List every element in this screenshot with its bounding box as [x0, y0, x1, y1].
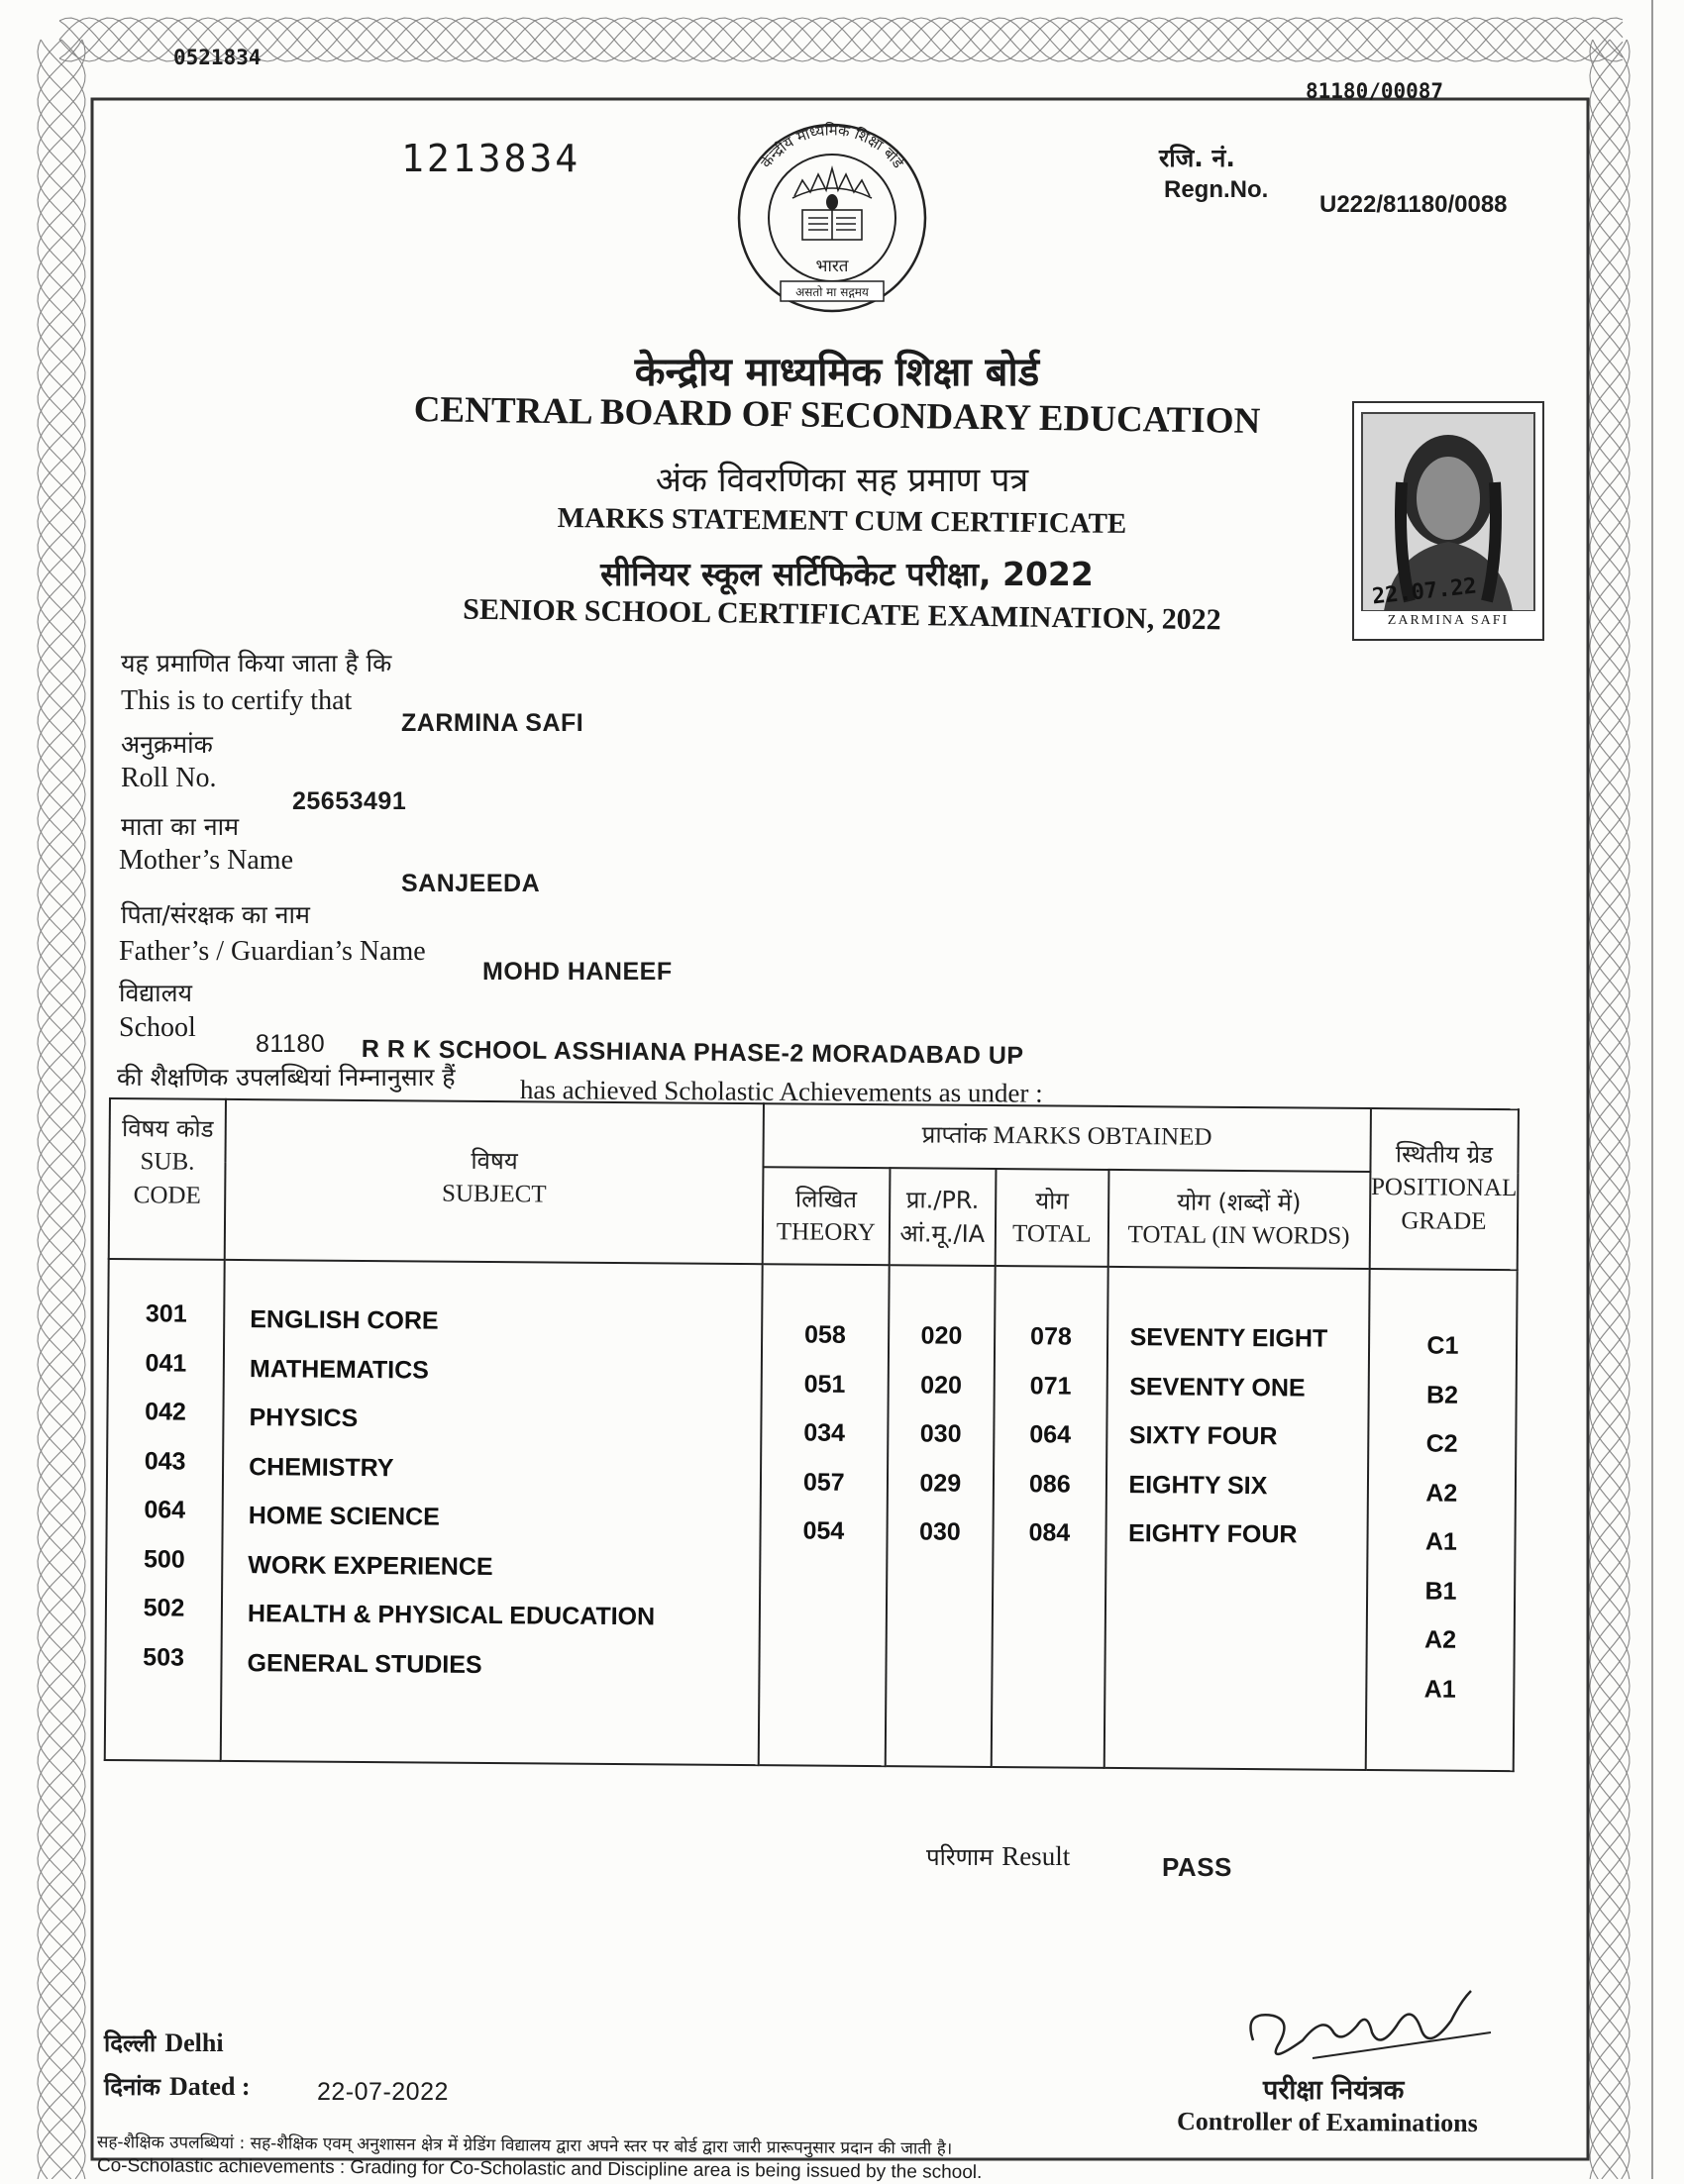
regn-label-hi: रजि. नं. — [1159, 144, 1235, 172]
subject-name: HEALTH & PHYSICAL EDUCATION — [247, 1600, 656, 1631]
certify-label: This is to certify that — [121, 685, 353, 716]
marks-table — [104, 1097, 1520, 1772]
total-in-words: EIGHTY FOUR — [1127, 1519, 1298, 1549]
subject-name: HOME SCIENCE — [248, 1502, 440, 1531]
col-header-subject: विषय SUBJECT — [225, 1099, 764, 1264]
dated-hi: दिनांक — [104, 2073, 160, 2101]
theory-cell — [759, 1264, 889, 1766]
col-header-total: योग TOTAL — [996, 1169, 1108, 1267]
positional-grade: C2 — [1425, 1429, 1458, 1458]
board-name-hindi: केन्द्रीय माध्यमिक शिक्षा बोर्ड — [634, 350, 1040, 395]
practical-marks: 030 — [918, 1517, 961, 1546]
total-in-words: SEVENTY ONE — [1129, 1372, 1306, 1402]
subject-name: MATHEMATICS — [249, 1354, 430, 1385]
father-label-hi: पिता/संरक्षक का नाम — [121, 900, 310, 929]
positional-grade: A1 — [1423, 1674, 1456, 1704]
subject-code: 042 — [145, 1398, 187, 1426]
theory-marks: 034 — [803, 1418, 846, 1447]
total-marks: 084 — [1028, 1518, 1071, 1547]
practical-marks: 030 — [919, 1419, 962, 1448]
document-type-hindi: अंक विवरणिका सह प्रमाण पत्र — [655, 461, 1029, 500]
subject-name: GENERAL STUDIES — [247, 1648, 482, 1679]
theory-marks: 054 — [802, 1516, 845, 1545]
serial-number-left: 0521834 — [173, 46, 262, 69]
subject-name: WORK EXPERIENCE — [248, 1550, 493, 1581]
practical-marks: 020 — [920, 1321, 963, 1350]
subjects-cell — [221, 1260, 763, 1765]
document-type: MARKS STATEMENT CUM CERTIFICATE — [557, 501, 1127, 541]
school-name: R R K SCHOOL ASSHIANA PHASE-2 MORADABAD UP — [361, 1035, 1024, 1071]
roll-label-hi: अनुक्रमांक — [121, 730, 213, 759]
subject-code: 500 — [143, 1544, 185, 1574]
positional-grade: B1 — [1424, 1576, 1457, 1606]
positional-grade: A1 — [1424, 1527, 1457, 1556]
school-label-hi: विद्यालय — [119, 979, 193, 1007]
subject-code: 064 — [144, 1496, 186, 1524]
regn-label: Regn.No. — [1164, 176, 1269, 203]
exam-name: SENIOR SCHOOL CERTIFICATE EXAMINATION, 2022 — [463, 592, 1221, 637]
total-in-words: SIXTY FOUR — [1128, 1421, 1278, 1451]
practical-marks: 020 — [920, 1370, 963, 1400]
col-header-marks: प्राप्तांक MARKS OBTAINED — [764, 1103, 1371, 1172]
theory-marks: 057 — [802, 1468, 845, 1497]
total-marks: 086 — [1028, 1469, 1071, 1499]
roll-label: Roll No. — [121, 763, 217, 793]
result-label — [926, 1840, 1070, 1873]
svg-text:भारत: भारत — [815, 257, 849, 276]
board-name: CENTRAL BOARD OF SECONDARY EDUCATION — [413, 389, 1261, 442]
serial-number-right: 81180/00087 — [1306, 79, 1444, 103]
co-scholastic-note: Co-Scholastic achievements : Grading for Co-Scholastic and Discipline area is being issued by the school. — [96, 2155, 983, 2184]
total-in-words: EIGHTY SIX — [1128, 1470, 1268, 1500]
dated-en: Dated : — [169, 2072, 251, 2101]
col-header-total-words: योग (शब्दों में) TOTAL (IN WORDS) — [1107, 1170, 1370, 1269]
photo-stamp: 22.07.22 — [1370, 573, 1478, 610]
co-scholastic-note-hi: सह-शैक्षिक उपलब्धियां : सह-शैक्षिक एवम् अनुशासन क्षेत्र में ग्रेडिंग विद्यालय द्वारा अपने स्तर पर बोर्ड द्वारा जारी प्रारूपनुसार प्रदान की जाती है। — [96, 2132, 953, 2159]
mother-name: SANJEEDA — [401, 870, 541, 897]
subject-name: ENGLISH CORE — [250, 1305, 439, 1335]
total-cell — [992, 1266, 1107, 1768]
col-header-code: विषय कोड SUB. CODE — [109, 1098, 226, 1260]
subject-code: 503 — [143, 1642, 185, 1672]
total-in-words: SEVENTY EIGHT — [1129, 1323, 1328, 1353]
practical-marks: 029 — [919, 1468, 962, 1498]
grades-cell — [1365, 1269, 1517, 1771]
father-label: Father’s / Guardian’s Name — [119, 936, 426, 967]
controller-signature-icon — [1223, 1971, 1521, 2080]
cbse-emblem-icon — [733, 119, 931, 317]
subject-name: CHEMISTRY — [249, 1452, 394, 1482]
achieved-label: has achieved Scholastic Achievements as under : — [519, 1075, 1043, 1108]
subject-name: PHYSICS — [249, 1404, 359, 1432]
mother-label-hi: माता का नाम — [121, 812, 240, 841]
school-label: School — [119, 1012, 196, 1043]
result-label-en: Result — [1001, 1841, 1071, 1871]
mother-label: Mother’s Name — [119, 845, 293, 876]
regn-number: U222/81180/0088 — [1319, 191, 1508, 218]
col-header-theory: लिखित THEORY — [763, 1167, 890, 1265]
controller-title-hi: परीक्षा नियंत्रक — [1263, 2075, 1405, 2106]
practical-cell — [885, 1265, 996, 1767]
col-header-grade: स्थितीय ग्रेड POSITIONAL GRADE — [1369, 1108, 1519, 1270]
result-value: PASS — [1162, 1852, 1232, 1882]
student-photo — [1352, 401, 1544, 641]
issue-date: 22-07-2022 — [317, 2078, 449, 2106]
photo-caption: ZARMINA SAFI — [1387, 613, 1510, 628]
codes-cell — [105, 1259, 225, 1761]
place-label — [104, 2027, 224, 2059]
col-header-practical: प्रा./PR. आं.मू./IA — [889, 1168, 996, 1266]
positional-grade: A2 — [1424, 1625, 1457, 1654]
place-hi: दिल्ली — [104, 2029, 157, 2057]
controller-title: Controller of Examinations — [1176, 2106, 1478, 2138]
total-marks: 078 — [1030, 1322, 1072, 1351]
positional-grade: A2 — [1425, 1478, 1458, 1508]
words-cell — [1104, 1267, 1369, 1770]
positional-grade: B2 — [1425, 1380, 1459, 1409]
subject-code: 301 — [145, 1300, 187, 1328]
positional-grade: C1 — [1426, 1331, 1459, 1360]
result-label-hi: परिणाम — [926, 1843, 994, 1871]
place-en: Delhi — [164, 2028, 224, 2057]
exam-name-hindi: सीनियर स्कूल सर्टिफिकेट परीक्षा, 2022 — [600, 555, 1094, 593]
achieved-label-hi: की शैक्षणिक उपलब्धियां निम्नानुसार हैं — [117, 1063, 456, 1092]
subject-code: 502 — [143, 1594, 185, 1622]
total-marks: 071 — [1029, 1371, 1072, 1401]
certificate-number: 1213834 — [401, 137, 581, 180]
dated-label — [104, 2070, 251, 2103]
student-name: ZARMINA SAFI — [401, 709, 584, 737]
theory-marks: 058 — [803, 1320, 846, 1349]
certify-label-hi: यह प्रमाणित किया जाता है कि — [121, 649, 392, 677]
roll-number: 25653491 — [292, 787, 407, 815]
school-code: 81180 — [256, 1030, 326, 1058]
subject-code: 043 — [144, 1446, 186, 1476]
total-marks: 064 — [1029, 1420, 1072, 1449]
svg-text:असतो मा सद्गमय: असतो मा सद्गमय — [795, 285, 869, 299]
father-name: MOHD HANEEF — [482, 958, 673, 986]
svg-text:केन्द्रीय माध्यमिक शिक्षा बोर्: केन्द्रीय माध्यमिक शिक्षा बोर्ड — [757, 121, 907, 172]
theory-marks: 051 — [803, 1370, 846, 1399]
subject-code: 041 — [145, 1348, 187, 1378]
